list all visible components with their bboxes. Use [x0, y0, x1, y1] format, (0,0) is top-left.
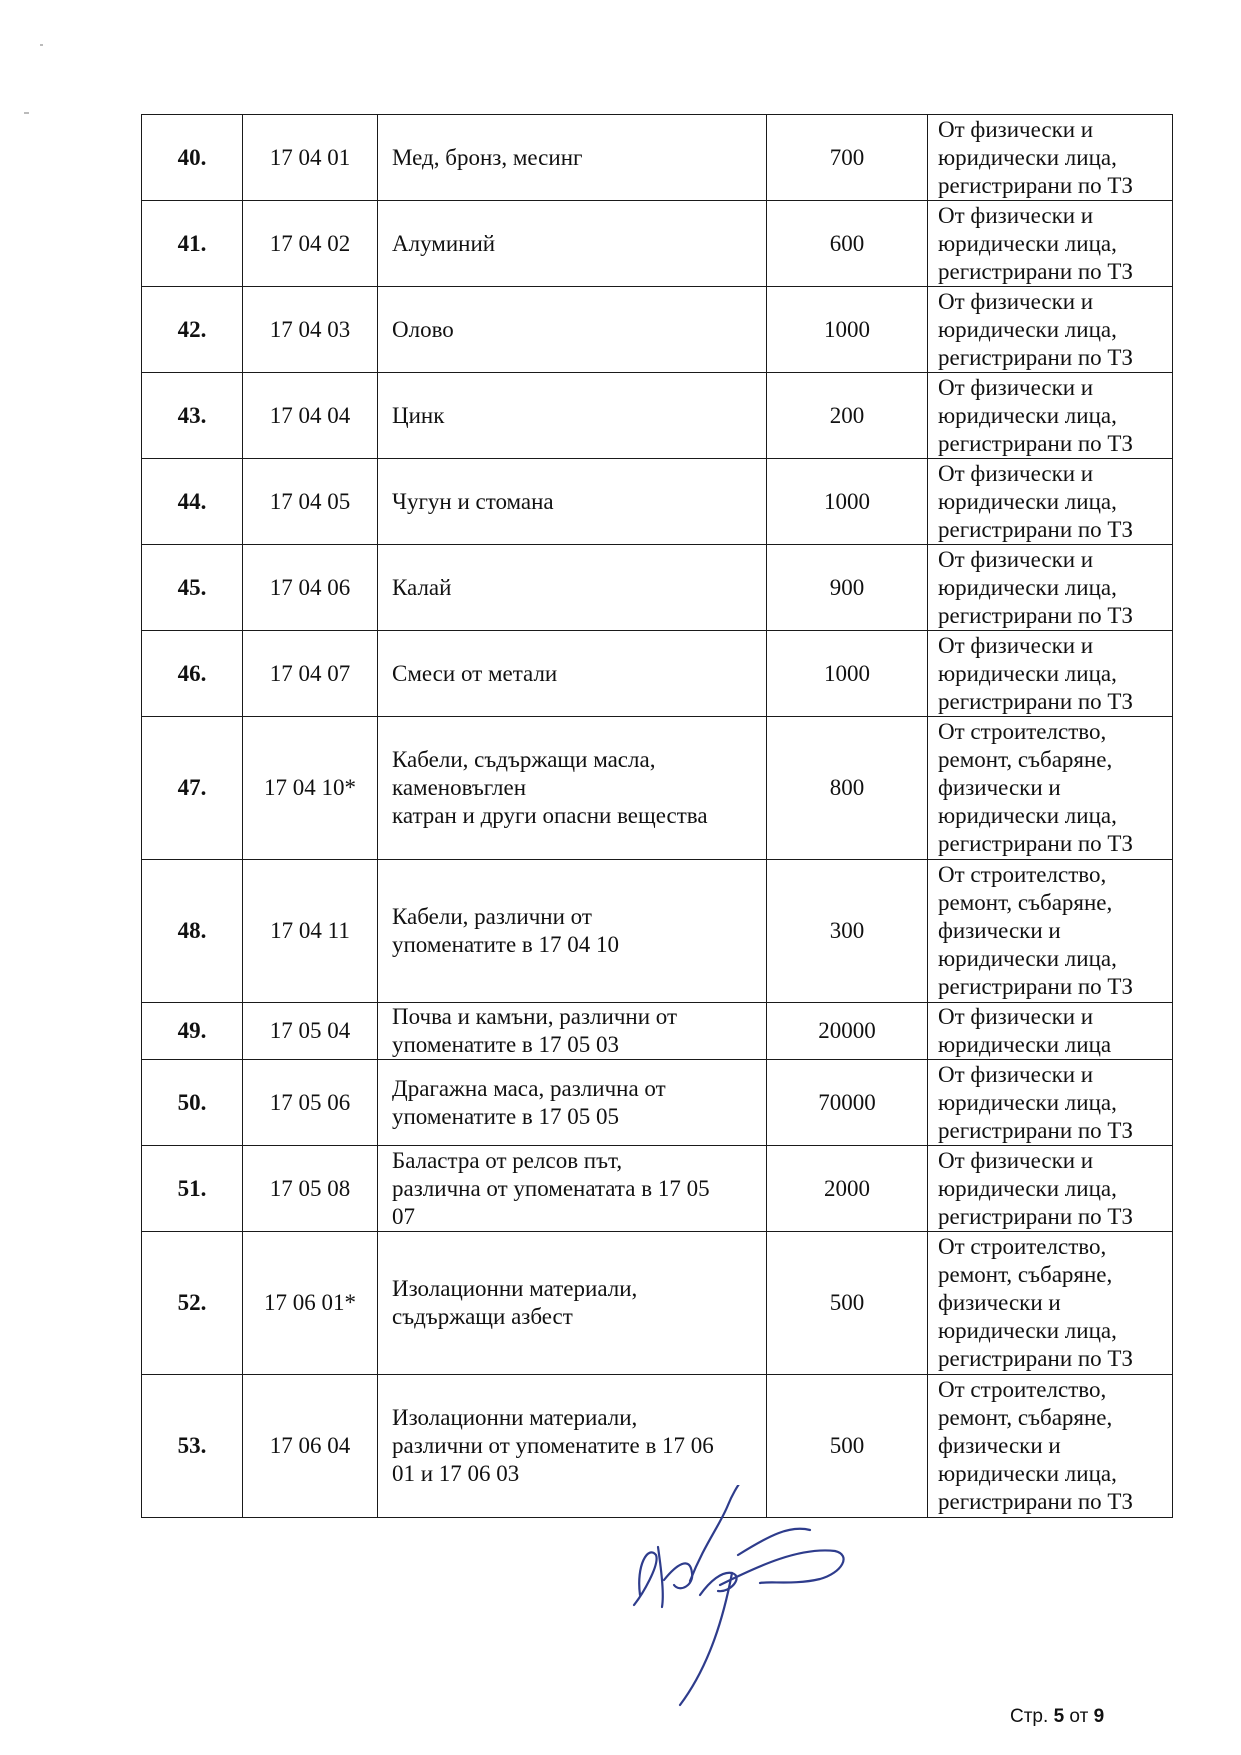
table-row — [142, 860, 1173, 1003]
waste-code-cell — [243, 115, 378, 201]
row-number-text: 52. — [177, 1290, 207, 1315]
waste-code-text: 17 05 08 — [269, 1175, 351, 1201]
source-cell — [928, 631, 1173, 717]
waste-code-text: 17 06 01* — [264, 1290, 356, 1315]
waste-name-cell — [378, 201, 767, 287]
source-cell — [928, 1060, 1173, 1146]
row-number-cell — [142, 459, 243, 545]
row-number-cell — [142, 545, 243, 631]
waste-name-text: Драгажна маса, различна от упоменатите в 17 05 05 — [392, 1075, 666, 1129]
source-text: От строителство, ремонт, събаряне, физически и юридически лица, регистрирани по ТЗ — [938, 1234, 1134, 1371]
waste-name-cell — [378, 373, 767, 459]
waste-code-text: 17 04 07 — [269, 660, 351, 686]
row-number-cell — [142, 1060, 243, 1146]
source-text: От физически и юридически лица, регистрирани по ТЗ — [938, 202, 1134, 284]
waste-name-text: Мед, бронз, месинг — [392, 144, 583, 170]
quantity-text: 70000 — [818, 1089, 876, 1115]
source-text: От физически и юридически лица, регистрирани по ТЗ — [938, 1061, 1134, 1143]
table-row — [142, 373, 1173, 459]
quantity-cell — [767, 1146, 928, 1232]
table-row — [142, 1003, 1173, 1060]
row-number-cell — [142, 1232, 243, 1375]
waste-name-cell — [378, 1232, 767, 1375]
waste-name-cell — [378, 717, 767, 860]
waste-code-text: 17 04 06 — [269, 574, 351, 600]
table-row — [142, 1232, 1173, 1375]
waste-code-cell — [243, 860, 378, 1003]
table-row — [142, 1146, 1173, 1232]
waste-name-cell — [378, 1146, 767, 1232]
waste-name-text: Баластра от релсов път, различна от упоменатата в 17 05 07 — [392, 1147, 710, 1229]
source-cell — [928, 459, 1173, 545]
waste-code-text: 17 05 04 — [269, 1018, 351, 1043]
quantity-text: 500 — [829, 1433, 865, 1458]
row-number-cell — [142, 717, 243, 860]
waste-name-cell — [378, 115, 767, 201]
waste-name-cell — [378, 631, 767, 717]
quantity-cell — [767, 1060, 928, 1146]
page-number — [1010, 1706, 1104, 1728]
waste-code-text: 17 04 03 — [269, 316, 351, 342]
row-number-cell — [142, 860, 243, 1003]
row-number-cell — [142, 631, 243, 717]
waste-code-cell — [243, 287, 378, 373]
waste-code-text: 17 04 05 — [269, 488, 351, 514]
table-row — [142, 459, 1173, 545]
table-row — [142, 545, 1173, 631]
waste-codes-table — [141, 114, 1173, 1518]
table-row — [142, 287, 1173, 373]
waste-name-text: Олово — [392, 316, 454, 342]
waste-name-cell — [378, 860, 767, 1003]
waste-name-cell — [378, 287, 767, 373]
row-number-text: 40. — [177, 144, 207, 170]
row-number-cell — [142, 115, 243, 201]
quantity-text: 200 — [829, 402, 865, 428]
row-number-text: 49. — [177, 1018, 207, 1043]
source-text: От физически и юридически лица, регистрирани по ТЗ — [938, 374, 1134, 456]
quantity-cell — [767, 1232, 928, 1375]
waste-code-cell — [243, 1003, 378, 1060]
source-text: От физически и юридически лица, регистрирани по ТЗ — [938, 632, 1134, 714]
waste-name-cell — [378, 459, 767, 545]
table-row — [142, 201, 1173, 287]
quantity-text: 900 — [829, 574, 865, 600]
quantity-cell — [767, 1003, 928, 1060]
source-cell — [928, 1375, 1173, 1518]
quantity-text: 600 — [829, 230, 865, 256]
quantity-text: 20000 — [818, 1018, 876, 1043]
handwritten-signature — [620, 1485, 880, 1735]
row-number-text: 47. — [177, 775, 207, 800]
row-number-text: 50. — [177, 1089, 207, 1115]
source-cell — [928, 717, 1173, 860]
quantity-cell — [767, 545, 928, 631]
row-number-cell — [142, 287, 243, 373]
table-row — [142, 1060, 1173, 1146]
page-current: 5 — [1053, 1706, 1065, 1727]
row-number-text: 53. — [177, 1433, 207, 1458]
source-text: От физически и юридически лица, регистрирани по ТЗ — [938, 460, 1134, 542]
row-number-text: 44. — [177, 488, 207, 514]
waste-code-text: 17 06 04 — [269, 1433, 351, 1458]
row-number-cell — [142, 1003, 243, 1060]
waste-code-text: 17 04 01 — [269, 144, 351, 170]
waste-name-text: Калай — [392, 574, 452, 600]
page-total: 9 — [1093, 1706, 1105, 1727]
row-number-cell — [142, 373, 243, 459]
waste-code-text: 17 04 11 — [270, 918, 350, 943]
quantity-cell — [767, 287, 928, 373]
row-number-text: 41. — [177, 230, 207, 256]
page-prefix: Стр. — [1010, 1706, 1049, 1727]
quantity-cell — [767, 201, 928, 287]
waste-name-text: Чугун и стомана — [392, 488, 554, 514]
source-cell — [928, 1146, 1173, 1232]
scan-speck — [40, 44, 43, 46]
waste-code-cell — [243, 1060, 378, 1146]
quantity-text: 1000 — [824, 316, 870, 342]
row-number-cell — [142, 201, 243, 287]
waste-name-cell — [378, 545, 767, 631]
waste-code-text: 17 04 02 — [269, 230, 351, 256]
row-number-text: 42. — [177, 316, 207, 342]
waste-name-text: Кабели, съдържащи масла, каменовъглен катран и други опасни вещества — [392, 747, 708, 828]
waste-name-text: Цинк — [392, 402, 445, 428]
source-text: От строителство, ремонт, събаряне, физически и юридически лица, регистрирани по ТЗ — [938, 719, 1134, 856]
waste-code-cell — [243, 631, 378, 717]
quantity-text: 1000 — [824, 488, 870, 514]
source-cell — [928, 860, 1173, 1003]
quantity-cell — [767, 459, 928, 545]
quantity-text: 1000 — [824, 660, 870, 686]
page-separator: от — [1069, 1706, 1089, 1727]
row-number-text: 45. — [177, 574, 207, 600]
quantity-text: 700 — [829, 144, 865, 170]
source-cell — [928, 115, 1173, 201]
source-text: От строителство, ремонт, събаряне, физически и юридически лица, регистрирани по ТЗ — [938, 862, 1134, 999]
quantity-text: 300 — [829, 918, 865, 943]
row-number-text: 48. — [177, 918, 207, 943]
source-cell — [928, 287, 1173, 373]
waste-code-cell — [243, 1232, 378, 1375]
row-number-cell — [142, 1375, 243, 1518]
waste-name-cell — [378, 1060, 767, 1146]
waste-code-text: 17 05 06 — [269, 1089, 351, 1115]
quantity-cell — [767, 860, 928, 1003]
waste-code-cell — [243, 373, 378, 459]
waste-name-cell — [378, 1003, 767, 1060]
table-row — [142, 717, 1173, 860]
source-cell — [928, 545, 1173, 631]
source-text: От физически и юридически лица — [938, 1004, 1112, 1057]
waste-code-text: 17 04 04 — [269, 402, 351, 428]
waste-code-cell — [243, 459, 378, 545]
waste-name-text: Изолационни материали, съдържащи азбест — [392, 1276, 638, 1329]
source-cell — [928, 1232, 1173, 1375]
waste-code-cell — [243, 1375, 378, 1518]
waste-code-cell — [243, 1146, 378, 1232]
quantity-cell — [767, 373, 928, 459]
source-cell — [928, 373, 1173, 459]
table-row — [142, 631, 1173, 717]
quantity-cell — [767, 631, 928, 717]
source-text: От физически и юридически лица, регистрирани по ТЗ — [938, 1147, 1134, 1229]
source-text: От строителство, ремонт, събаряне, физически и юридически лица, регистрирани по ТЗ — [938, 1377, 1134, 1514]
row-number-text: 51. — [177, 1175, 207, 1201]
waste-name-text: Смеси от метали — [392, 660, 558, 686]
table-row — [142, 115, 1173, 201]
table-body — [142, 115, 1173, 1518]
waste-name-text: Почва и камъни, различни от упоменатите в 17 05 03 — [392, 1004, 678, 1057]
quantity-text: 2000 — [824, 1175, 870, 1201]
waste-code-cell — [243, 717, 378, 860]
waste-name-text: Кабели, различни от упоменатите в 17 04 10 — [392, 904, 620, 957]
row-number-cell — [142, 1146, 243, 1232]
source-text: От физически и юридически лица, регистрирани по ТЗ — [938, 546, 1134, 628]
waste-code-text: 17 04 10* — [264, 775, 356, 800]
waste-name-text: Изолационни материали, различни от упоменатите в 17 06 01 и 17 06 03 — [392, 1405, 714, 1486]
quantity-text: 500 — [829, 1290, 865, 1315]
source-text: От физически и юридически лица, регистрирани по ТЗ — [938, 288, 1134, 370]
quantity-text: 800 — [829, 775, 865, 800]
waste-name-text: Алуминий — [392, 230, 496, 256]
row-number-text: 46. — [177, 660, 207, 686]
row-number-text: 43. — [177, 402, 207, 428]
scan-speck — [24, 112, 29, 114]
source-text: От физически и юридически лица, регистрирани по ТЗ — [938, 116, 1134, 198]
waste-code-cell — [243, 201, 378, 287]
quantity-cell — [767, 717, 928, 860]
source-cell — [928, 201, 1173, 287]
quantity-cell — [767, 115, 928, 201]
source-cell — [928, 1003, 1173, 1060]
waste-code-cell — [243, 545, 378, 631]
